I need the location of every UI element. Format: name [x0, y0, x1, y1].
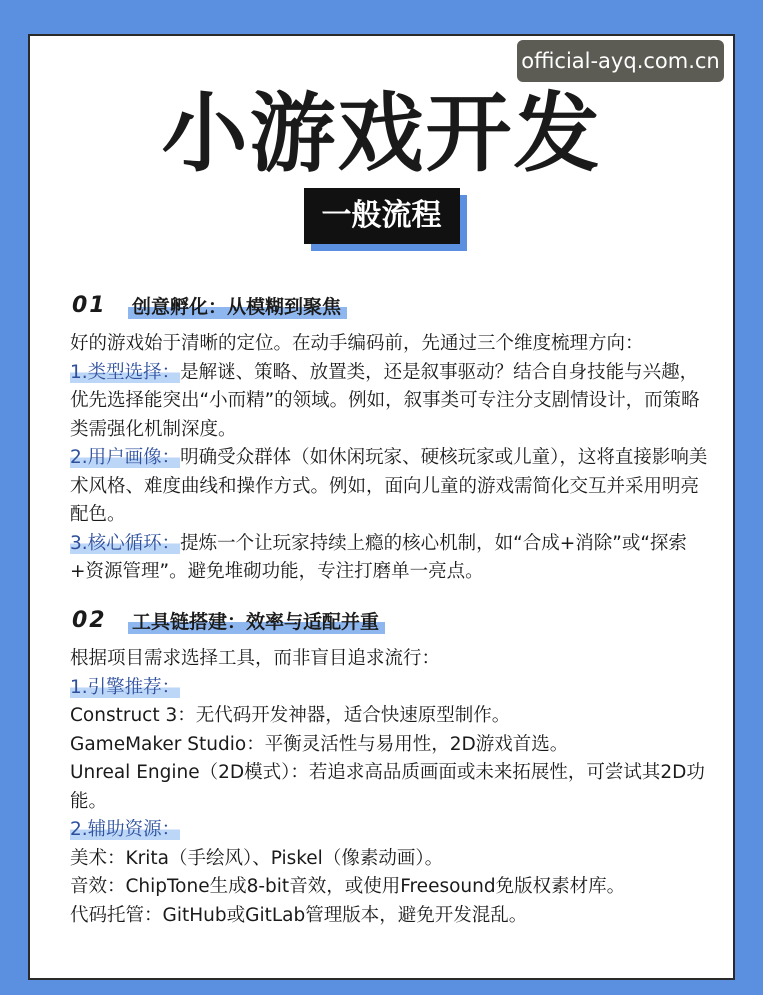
item-text: 明确受众群体（如休闲玩家、硬核玩家或儿童），这将直接影响美术风格、难度曲线和操作方式。例如，面向儿童的游戏需简化交互并采用明亮配色。 [70, 447, 708, 525]
subtitle-wrap [0, 188, 763, 244]
item-label: 1.类型选择： [70, 361, 181, 383]
list-item: 代码托管：GitHub或GitLab管理版本，避免开发混乱。 [70, 904, 528, 926]
sub-heading [70, 674, 710, 703]
section-number: 01 [72, 292, 107, 318]
item-label: 2.用户画像： [70, 447, 181, 468]
list-item: 美术：Krita（手绘风）、Piskel（像素动画）。 [70, 847, 444, 869]
section-number: 02 [72, 607, 107, 633]
sub-heading [70, 816, 710, 845]
section-02-body [70, 645, 710, 930]
item-text: 是解谜、策略、放置类，还是叙事驱动？结合自身技能与兴趣，优先选择能突出“小而精”的领域。例如，叙事类可专注分支剧情设计，而策略类需强化机制深度。 [70, 361, 700, 440]
section-title: 工具链搭建：效率与适配并重 [128, 607, 385, 634]
list-item: Unreal Engine（2D模式）：若追求高品质画面或未来拓展性，可尝试其2D功能。 [70, 762, 705, 812]
list-item: Construct 3：无代码开发神器，适合快速原型制作。 [70, 705, 511, 726]
section-01-body [70, 330, 710, 587]
section-01-header [72, 289, 347, 321]
sub-label: 1.引擎推荐： [70, 676, 181, 698]
list-item: 音效：ChipTone生成8-bit音效，或使用Freesound免版权素材库。 [70, 876, 626, 897]
page-subtitle: 一般流程 [304, 188, 460, 244]
section-title: 创意孵化：从模糊到聚焦 [128, 292, 347, 319]
section-intro: 根据项目需求选择工具，而非盲目追求流行： [70, 648, 441, 669]
section-intro: 好的游戏始于清晰的定位。在动手编码前，先通过三个维度梳理方向： [70, 333, 644, 354]
list-item [70, 530, 710, 587]
item-text: 提炼一个让玩家持续上瘾的核心机制，如“合成+消除”或“探索+资源管理”。避免堆砌功能，专注打磨单一亮点。 [70, 532, 687, 582]
watermark: official-ayq.com.cn [517, 40, 724, 82]
item-label: 3.核心循环： [70, 532, 181, 554]
list-item [70, 359, 710, 445]
list-item [70, 444, 710, 530]
section-02-header [72, 604, 385, 636]
sub-label: 2.辅助资源： [70, 819, 181, 840]
page-title: 小游戏开发 [161, 84, 602, 184]
list-item: GameMaker Studio：平衡灵活性与易用性，2D游戏首选。 [70, 733, 569, 755]
